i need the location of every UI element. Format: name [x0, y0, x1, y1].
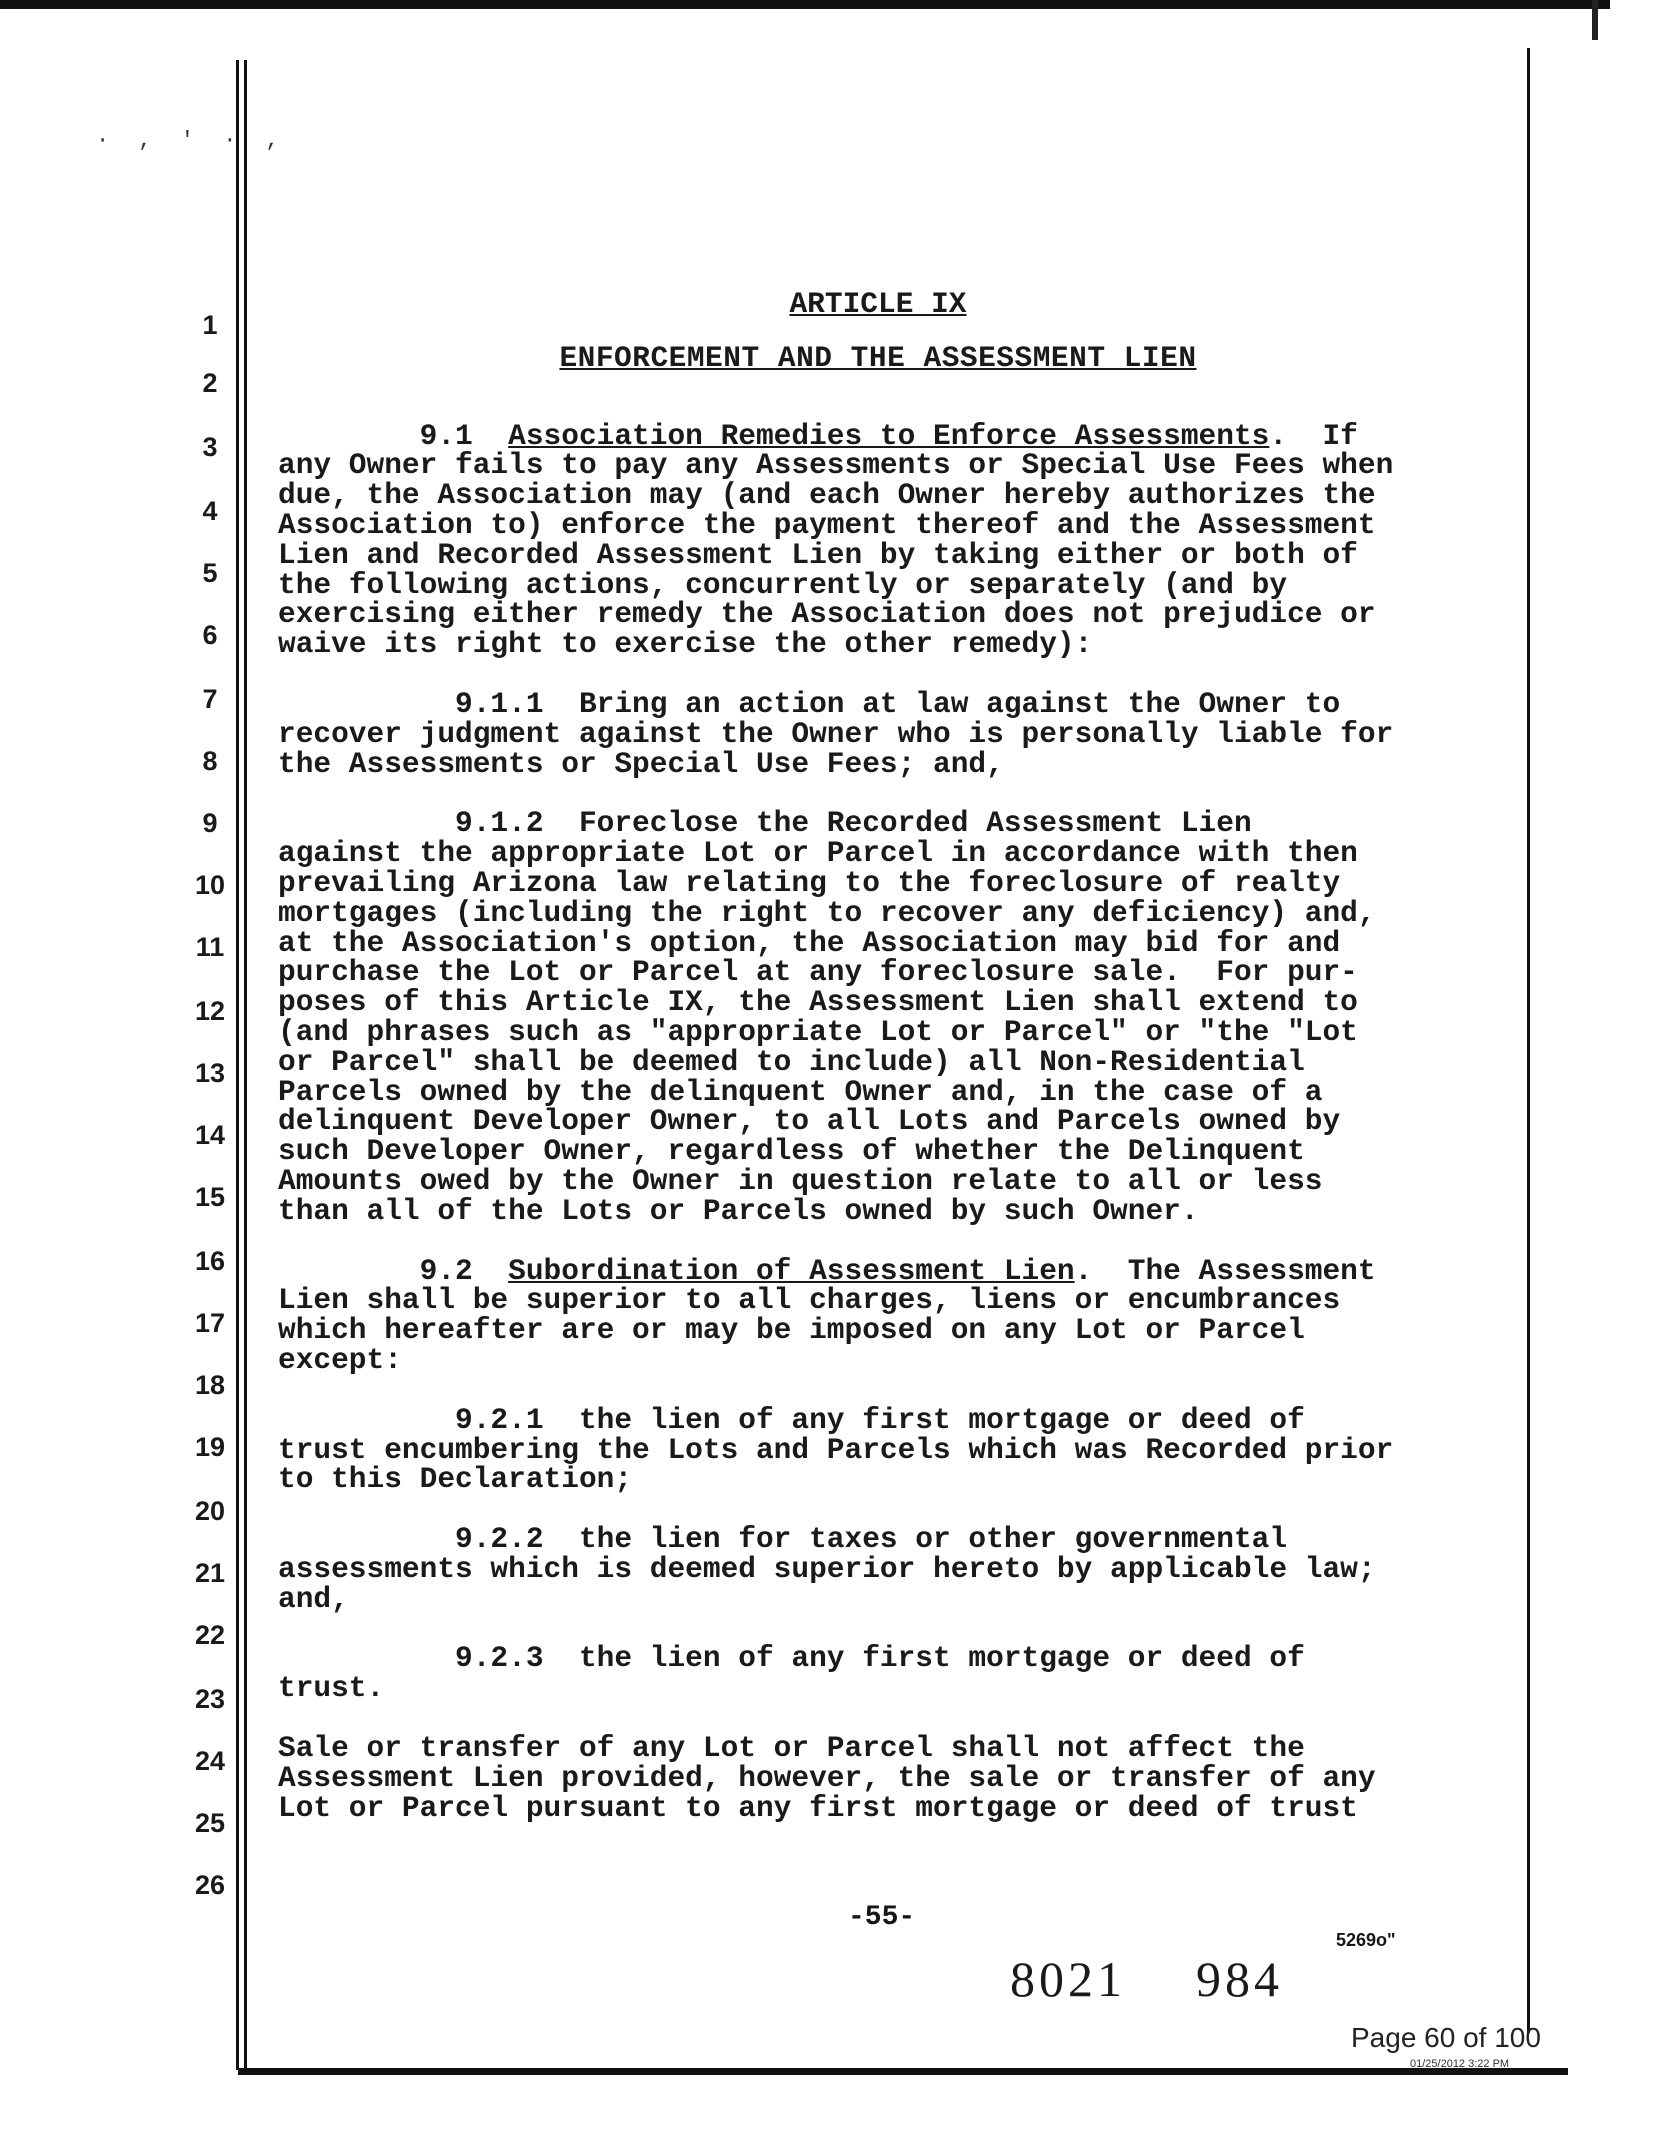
- scan-border-top: [0, 0, 1610, 9]
- line-number: 9: [202, 808, 218, 838]
- scan-border-right: [1592, 0, 1598, 40]
- section-9-1-heading: Association Remedies to Enforce Assessments: [508, 418, 1270, 453]
- recording-number: [1010, 1950, 1283, 2008]
- line-number: 24: [194, 1746, 226, 1776]
- section-9-2-heading: Subordination of Assessment Lien: [508, 1253, 1075, 1288]
- line-number: 3: [202, 432, 218, 462]
- section-9-1-1: 9.1.1 Bring an action at law against the Owner to recover judgment against the Owner who is personally liable for the Assessments or Special Use Fees; and,: [278, 686, 1394, 781]
- section-9-1: [278, 418, 1478, 662]
- line-number: 14: [194, 1120, 226, 1150]
- section-9-2-2: 9.2.2 the lien for taxes or other governmental assessments which is deemed superior hereto by applicable law; and,: [278, 1522, 1376, 1616]
- scan-specks: · , ' · ,: [96, 128, 287, 153]
- line-number: 15: [194, 1182, 226, 1212]
- section-9-1-number: 9.1: [419, 418, 473, 453]
- section-9-2-body: . The Assessment Lien shall be superior to all charges, liens or encumbrances which hereafter are or may be imposed on any Lot or Parcel except:: [278, 1253, 1376, 1377]
- margin-rule-left-outer: [236, 60, 239, 2070]
- section-9-2-1: 9.2.1 the lien of any first mortgage or deed of trust encumbering the Lots and Parcels which was Recorded prior to this Declaration;: [278, 1402, 1394, 1497]
- line-number: 17: [194, 1308, 226, 1338]
- article-subtitle: ENFORCEMENT AND THE ASSESSMENT LIEN: [559, 340, 1197, 375]
- line-number: 8: [202, 746, 218, 776]
- line-number: 6: [202, 620, 218, 650]
- line-number: 22: [194, 1620, 226, 1650]
- section-9-2-3: 9.2.3 the lien of any first mortgage or deed of trust.: [278, 1641, 1305, 1706]
- line-number: 13: [194, 1058, 226, 1088]
- section-9-1-2: 9.1.2 Foreclose the Recorded Assessment Lien against the appropriate Lot or Parcel in accordance with then prevailing Arizona law relating to the foreclosure of realty mortgages (including the right to recover any deficiency) and, at the Association's option, the Association may bid for and purchase the Lot or Parcel at any foreclosure sale. For pur- poses of this Article IX, the Assessment Lien shall extend to (and phrases such as "appropriate Lot or Parcel" or "the "Lot or Parcel" shall be deemed to include) all Non-Residential Parcels owned by the delinquent Owner and, in the case of a delinquent Developer Owner, to all Lots and Parcels owned by such Developer Owner, regardless of whether the Delinquent Amounts owed by the Owner in question relate to all or less than all of the Lots or Parcels owned by such Owner.: [278, 806, 1376, 1228]
- line-number: 12: [194, 996, 226, 1026]
- line-number: 7: [202, 684, 218, 714]
- line-number: 25: [194, 1808, 226, 1838]
- line-number: 1: [202, 310, 218, 340]
- line-number: 16: [194, 1246, 226, 1276]
- page-stamp: Page 60 of 100: [1351, 2022, 1541, 2053]
- margin-rule-left-inner: [244, 60, 247, 2070]
- line-number: 18: [194, 1370, 226, 1400]
- line-number: 26: [194, 1870, 226, 1900]
- date-stamp: 01/25/2012 3:22 PM: [1410, 2058, 1510, 2070]
- line-number: 4: [202, 496, 218, 526]
- section-9-1-body: . If any Owner fails to pay any Assessments or Special Use Fees when due, the Association may (and each Owner hereby authorizes the Association to) enforce the payment thereof and the Assessment Lien and Recorded Assessment Lien by taking either or both of the following actions, concurrently or separately (and by exercising either remedy the Association does not prejudice or waive its right to exercise the other remedy):: [278, 418, 1394, 662]
- document-body: [278, 287, 1478, 1825]
- line-number: 10: [194, 870, 226, 900]
- line-number: 5: [202, 558, 218, 588]
- line-number: 11: [195, 932, 225, 962]
- scan-border-bottom: [238, 2068, 1568, 2075]
- article-title: ARTICLE IX: [789, 287, 967, 321]
- line-number: 19: [194, 1432, 226, 1462]
- section-9-2: [278, 1253, 1478, 1377]
- line-number: 2: [202, 368, 218, 398]
- recording-page: 984: [1196, 1951, 1283, 2007]
- closing-paragraph: Sale or transfer of any Lot or Parcel shall not affect the Assessment Lien provided, however, the sale or transfer of any Lot or Parcel pursuant to any first mortgage or deed of trust: [278, 1731, 1376, 1825]
- line-number: 20: [194, 1496, 226, 1526]
- line-number: 21: [194, 1558, 226, 1588]
- page-number: -55-: [848, 1902, 916, 1933]
- margin-rule-right: [1527, 48, 1530, 2033]
- recording-book: 8021: [1010, 1951, 1126, 2007]
- line-number: 23: [194, 1684, 226, 1714]
- section-9-2-number: 9.2: [419, 1253, 473, 1288]
- document-code: 5269o": [1336, 1930, 1396, 1950]
